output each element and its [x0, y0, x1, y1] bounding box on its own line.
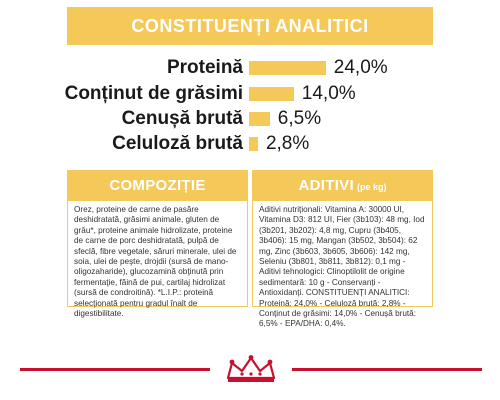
row-label-protein: Proteină [166, 57, 243, 78]
additives-subtitle: (pe kg) [356, 182, 387, 192]
additives-text: Aditivi nutriționali: Vitamina A: 30000 UI, Vitamina D3: 812 UI, Fier (3b103): 48 mg, Iod (3b201, 3b202): 4,8 mg, Cupru (3b405, 3b406): 15 mg, Mangan (3b502, 3b504): 62 mg, Zinc (3b603, 3b605, 3b606): 142 mg, Seleniu (3b801, 3b811, 3b812): 0,1 mg - Aditivi tehnologici: Clinoptilolit de origine sedimentară: 10 g - Conservanți - Antioxidanți. CONSTITUENȚI ANALITICI: Proteină: 24,0% - Celuloză brută: 2,8% - Conținut de grăsimi: 14,0% - Cenușă brută: 6,5% - EPA/DHA: 0,4%. [252, 200, 433, 307]
row-bar-fiber [249, 137, 258, 151]
row-value-fiber: 2,8% [265, 133, 310, 154]
row-label-fiber: Celuloză brută [112, 133, 243, 154]
row-value-fat: 14,0% [301, 83, 356, 104]
footer-line-left [20, 368, 210, 371]
row-bar-fat [249, 87, 294, 101]
analytics-title: CONSTITUENȚI ANALITICI [131, 15, 369, 36]
additives-header [252, 170, 433, 200]
composition-header [67, 170, 248, 200]
crown-icon [222, 354, 280, 384]
composition-title: COMPOZIȚIE [109, 176, 206, 194]
row-bar-protein [249, 61, 326, 75]
footer-line-right [292, 368, 482, 371]
row-label-ash: Cenușă brută [121, 108, 243, 129]
row-value-protein: 24,0% [333, 57, 388, 78]
analytics-banner [67, 7, 433, 45]
additives-title: ADITIVI [298, 176, 354, 194]
row-label-fat: Conținut de grăsimi [64, 83, 243, 104]
composition-text: Orez, proteine de carne de pasăre deshidratată, grăsimi animale, gluten de grâu*, proteine animale hidrolizate, proteine de carne de porc deshidratată, pulpă de sfeclă, fibre vegetale, săruri minerale, ulei de soia, ulei de peşte, drojdii (sursă de mano-oligozaharide), glucozamină obţinută prin fermentaţie, făină de pui, cartilaj hidrolizat (sursă de condroitină). *L.I.P.: proteină selecţionată pentru gradul înalt de digestibilitate. [67, 200, 248, 307]
row-value-ash: 6,5% [277, 108, 322, 129]
row-bar-ash [249, 112, 270, 126]
